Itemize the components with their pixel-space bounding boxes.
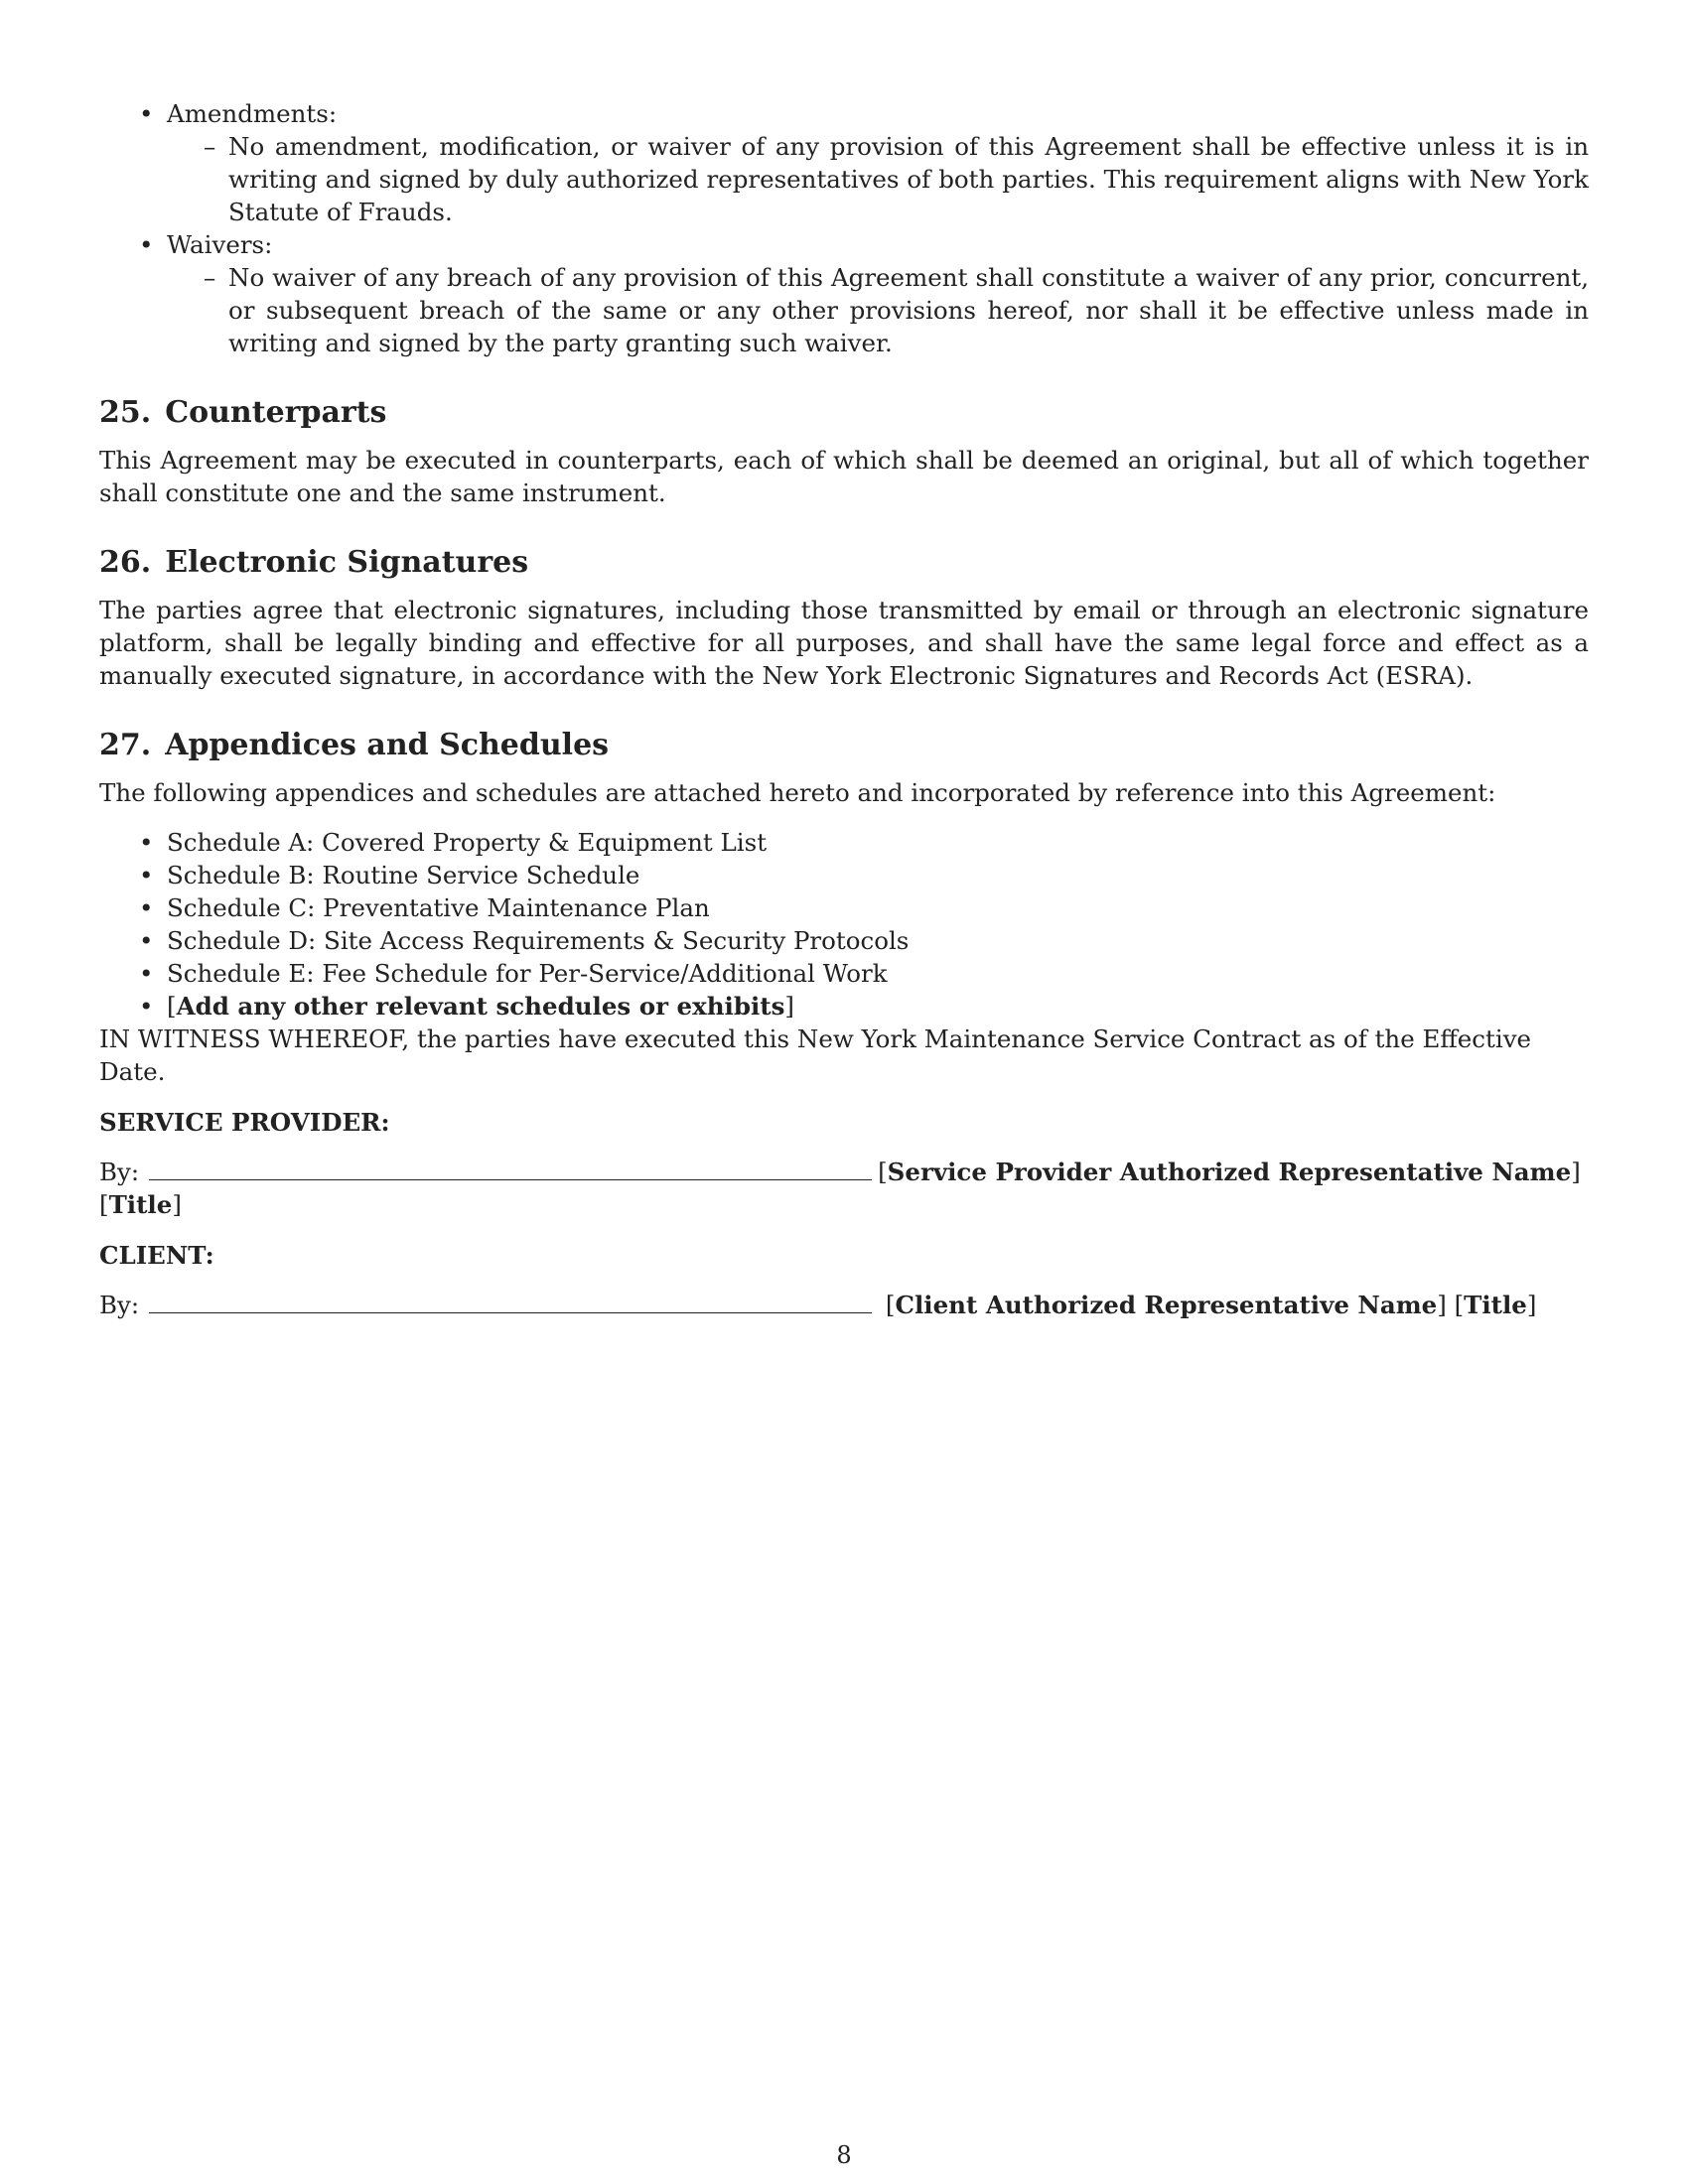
list-item: [99, 228, 1589, 359]
list-item: [99, 97, 1589, 228]
section-heading-electronic-signatures: [99, 544, 1589, 582]
schedule-item: • Schedule A: Covered Property & Equipment List: [99, 826, 1589, 859]
witness-clause: IN WITNESS WHEREOF, the parties have executed this New York Maintenance Service Contract as of the Effective Date.: [99, 1024, 1532, 1086]
schedule-item: • Schedule B: Routine Service Schedule: [99, 859, 1589, 891]
client-title-placeholder: Title: [1464, 1291, 1527, 1319]
by-label: By:: [99, 1158, 140, 1186]
client-name-placeholder: Client Authorized Representative Name: [895, 1291, 1438, 1319]
electronic-signatures-body: The parties agree that electronic signatures, including those transmitted by email or through an electronic signature platform, shall be legally binding and effective for all purposes, and shall have the same legal force and effect as a manually executed signature, in accordance with the New York Electronic Signatures and Records Act (ESRA).: [99, 596, 1589, 690]
schedule-item-placeholder: • [Add any other relevant schedules or exhibits]: [99, 990, 1589, 1023]
waivers-text: – No waiver of any breach of any provision of this Agreement shall constitute a waiver of any prior, concurrent, or subsequent breach of the same or any other provisions hereof, nor shall it be effective unless made in writing and signed by the party granting such waiver.: [167, 261, 1589, 359]
section-title: Counterparts: [165, 395, 387, 430]
by-label: By:: [99, 1291, 140, 1319]
page-number: 8: [836, 2141, 852, 2169]
amendments-label: Amendments:: [167, 99, 338, 128]
section-title: Appendices and Schedules: [165, 728, 610, 762]
section-number: 25.: [99, 395, 152, 430]
service-provider-title-placeholder: Title: [108, 1190, 173, 1219]
amend-waiver-list: [99, 97, 1589, 359]
service-provider-name-placeholder: Service Provider Authorized Representative Name: [887, 1158, 1572, 1186]
section-heading-appendices: [99, 727, 1589, 764]
document-page: [99, 97, 1589, 1339]
signature-blank[interactable]: [149, 1291, 872, 1313]
waivers-label: Waivers:: [167, 230, 273, 259]
section-title: Electronic Signatures: [165, 545, 529, 580]
section-heading-counterparts: [99, 394, 1589, 432]
section-number: 27.: [99, 728, 152, 762]
client-label: CLIENT:: [99, 1241, 214, 1270]
schedule-item: • Schedule E: Fee Schedule for Per-Service/Additional Work: [99, 957, 1589, 990]
amendments-text: – No amendment, modification, or waiver of any provision of this Agreement shall be effective unless it is in writing and signed by duly authorized representatives of both parties. This requirement aligns with New York Statute of Frauds.: [167, 130, 1589, 228]
signature-blank[interactable]: [149, 1158, 872, 1180]
service-provider-signature-line: By: [Service Provider Authorized Representative Name] [Title]: [99, 1158, 1581, 1219]
client-signature-line: By: [Client Authorized Representative Name] [Title]: [99, 1291, 1537, 1319]
appendices-intro: The following appendices and schedules are attached hereto and incorporated by reference into this Agreement:: [99, 778, 1496, 807]
schedule-list: [99, 826, 1589, 1023]
counterparts-body: This Agreement may be executed in counterparts, each of which shall be deemed an original, but all of which together shall constitute one and the same instrument.: [99, 446, 1589, 507]
schedule-item: • Schedule D: Site Access Requirements & Security Protocols: [99, 924, 1589, 957]
schedule-item: • Schedule C: Preventative Maintenance Plan: [99, 891, 1589, 924]
section-number: 26.: [99, 545, 152, 580]
service-provider-label: SERVICE PROVIDER:: [99, 1108, 390, 1137]
